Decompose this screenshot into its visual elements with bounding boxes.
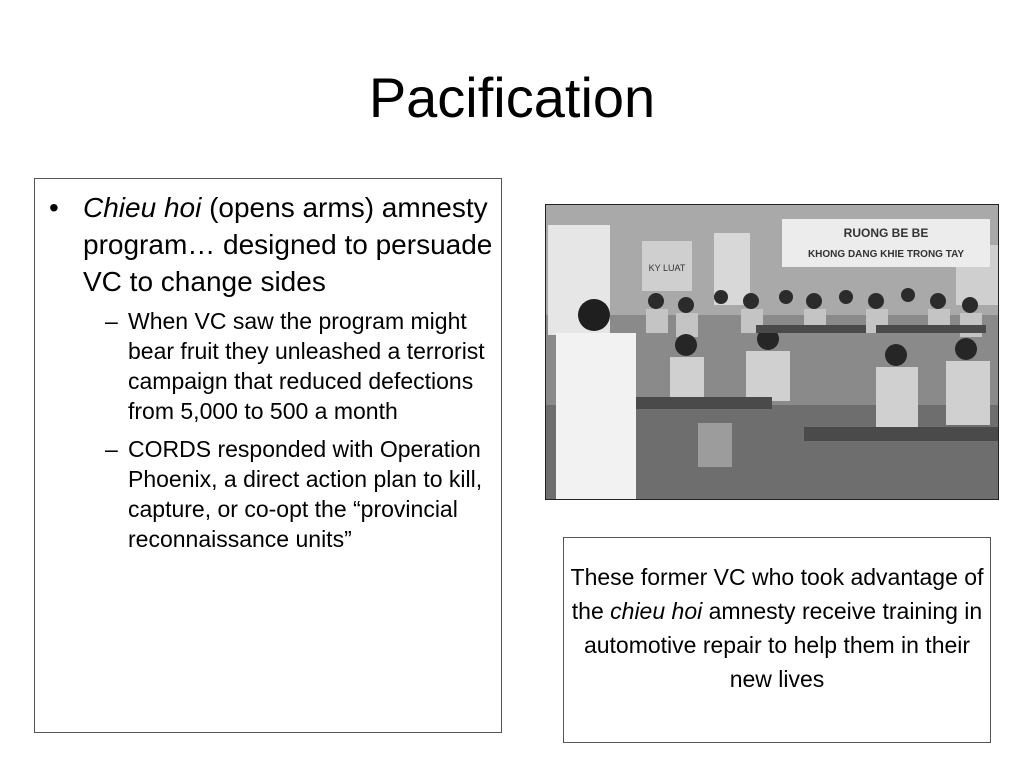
classroom-photo <box>545 204 999 500</box>
caption-text-end: amnesty receive training in automotive repair to help them in their new lives <box>583 598 983 692</box>
dash-marker: – <box>105 308 118 334</box>
banner-text-line1: RUONG BE BE <box>843 226 929 240</box>
banner-text-line2: KHONG DANG KHIE TRONG TAY <box>807 249 965 260</box>
stacked-parts <box>698 423 732 467</box>
bullet-text-box <box>34 178 502 733</box>
instructor-shirt <box>556 333 636 500</box>
chieu-hoi-term: Chieu hoi <box>83 192 202 223</box>
main-bullet <box>35 189 501 554</box>
sub-bullet-text: When VC saw the program might bear fruit they unleashed a terrorist campaign that reduced defections from 5,000 to 500 a month <box>128 308 485 424</box>
main-bullet-text: (opens arms) amnesty program… designed to persuade VC to change sides <box>83 192 493 297</box>
sub-bullet-list <box>83 306 493 554</box>
bullet-marker: • <box>49 192 59 223</box>
photo-caption <box>564 560 990 696</box>
caption-text-start: These former VC who took advantage of the <box>570 564 984 624</box>
wall-sign-text: KY LUAT <box>648 263 686 273</box>
instructor-head <box>578 299 610 331</box>
sub-bullet-terror-campaign <box>83 306 493 426</box>
bullet-list <box>35 189 501 554</box>
caption-chieu-hoi-term: chieu hoi <box>610 598 703 624</box>
classroom-photo-drawing <box>546 205 999 500</box>
photo-caption-box <box>563 537 991 743</box>
sub-bullet-text: CORDS responded with Operation Phoenix, a direct action plan to kill, capture, or co-opt the “provincial reconnaissance units” <box>128 436 483 552</box>
slide-title: Pacification <box>368 66 656 129</box>
dash-marker: – <box>105 436 118 462</box>
sub-bullet-operation-phoenix <box>83 434 493 554</box>
